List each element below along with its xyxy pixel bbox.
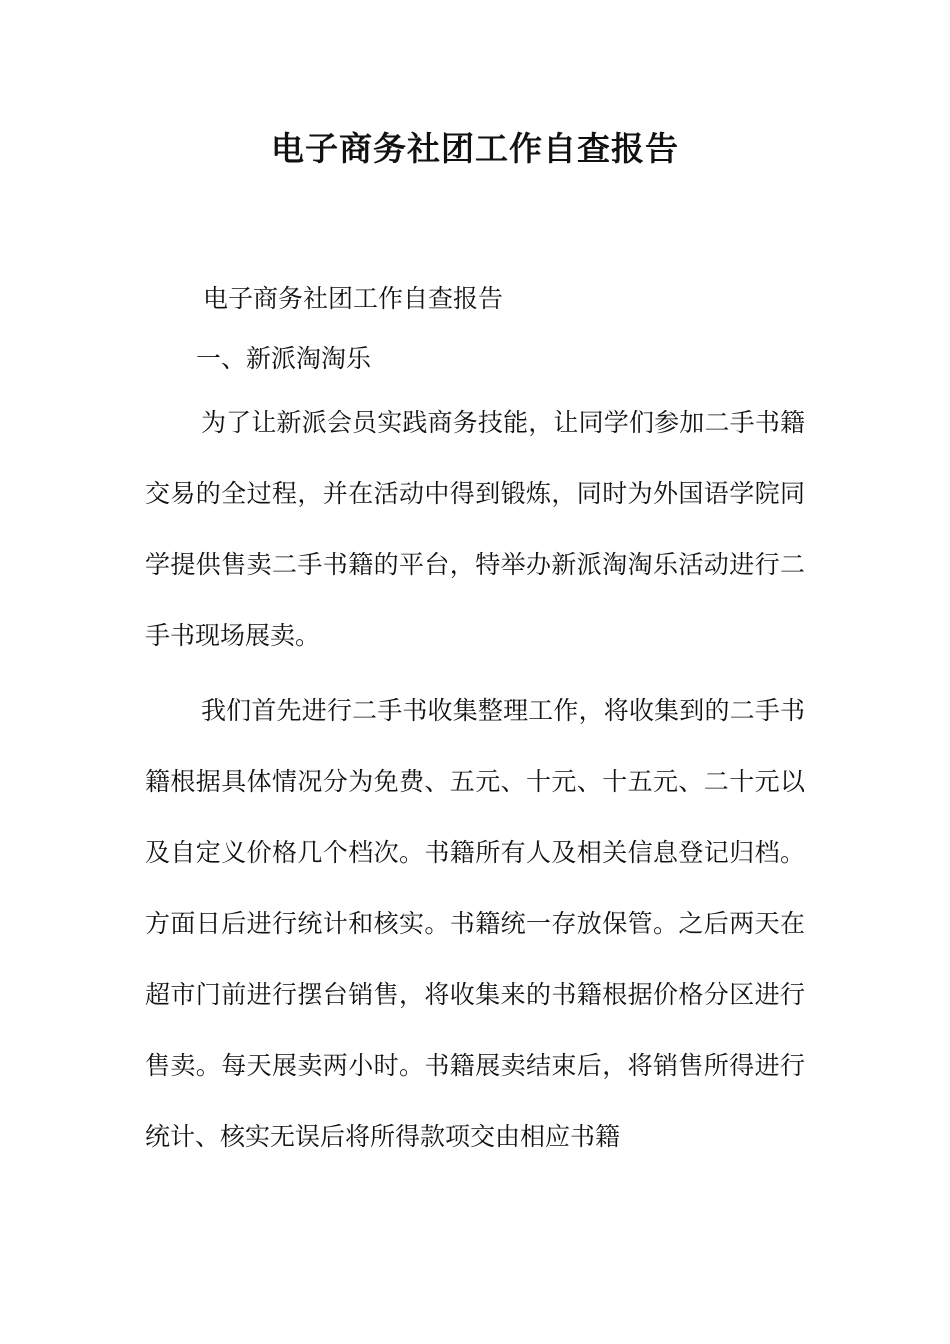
section-heading: 一、新派淘淘乐 <box>196 344 372 373</box>
document-title: 电子商务社团工作自查报告 <box>271 129 679 168</box>
body-paragraph: 为了让新派会员实践商务技能，让同学们参加二手书籍交易的全过程，并在活动中得到锻炼，同时为外国语学院同学提供售卖二手书籍的平台，特举办新派淘淘乐活动进行二手书现场展卖。 <box>145 408 805 650</box>
body-paragraph: 我们首先进行二手书收集整理工作，将收集到的二手书籍根据具体情况分为免费、五元、十元、十五元、二十元以及自定义价格几个档次。书籍所有人及相关信息登记归档。方面日后进行统计和核实。书籍统一存放保管。之后两天在超市门前进行摆台销售，将收集来的书籍根据价格分区进行售卖。每天展卖两小时。书籍展卖结束后，将销售所得进行统计、核实无误后将所得款项交由相应书籍 <box>145 696 805 1151</box>
document-subtitle: 电子商务社团工作自查报告 <box>203 284 504 313</box>
